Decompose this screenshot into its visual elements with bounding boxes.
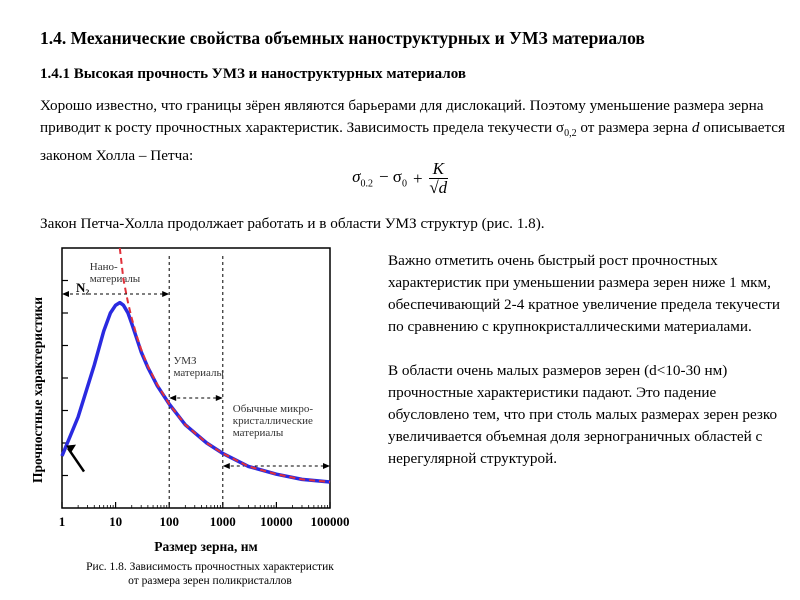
formula-numerator: K [429,160,448,179]
measured-curve [62,303,330,482]
formula-mid: − σ [378,167,402,187]
region-label: Обычные микро- [232,403,314,415]
region-label: материалы [173,367,224,379]
region-arrow-left [223,463,230,469]
law-sentence: Закон Петча-Холла продолжает работать и в области УМЗ структур (рис. 1.8). [40,215,545,232]
page-title: 1.4. Механические свойства объемных наноструктурных и УМЗ материалов [40,28,645,48]
right-column [388,250,788,492]
n2-annotation: N₂ [76,280,90,295]
caption-line-1: Рис. 1.8. Зависимость прочностных характеристик [86,561,334,573]
region-label: УМЗ [173,355,197,367]
grain-size-chart [0,240,380,560]
x-tick-label: 10000 [260,514,293,529]
figure-caption [60,560,360,588]
formula-mid-sub: 0 [401,178,407,190]
formula-lhs: σ [352,167,361,187]
intro-paragraph [40,95,785,167]
region-arrow-left [169,395,176,401]
caption-line-2: от размера зерен поликристаллов [128,575,292,587]
y-axis-label: Прочностные характеристики [30,296,45,484]
x-tick-label: 100000 [310,514,350,529]
sigma-subscript: 0,2 [564,128,577,140]
right-paragraph-1: Важно отметить очень быстрый рост прочностных характеристик при уменьшении размера зерен ниже 1 мкм, обеспечивающий 2-4 кратное увеличение предела текучести по сравнению с крупнокристаллическими материалами. [388,252,781,335]
right-paragraph-2: В области очень малых размеров зерен (d<10-30 нм) прочностные характеристики падают. Это падение обусловлено тем, что при столь малых размерах зерен резко увеличивается объемная доля зернограничных областей с нерегулярной структурой. [388,362,778,467]
region-label: материалы [232,427,284,439]
intro-text-2: от размера зерна [576,119,692,136]
d-symbol: d [691,119,700,136]
region-arrow-right [162,291,169,297]
x-tick-label: 1000 [209,514,236,529]
formula-denominator: √d [429,178,448,197]
x-tick-label: 10 [109,514,123,529]
x-tick-label: 100 [159,514,179,529]
formula-lhs-sub: 0.2 [360,178,373,190]
region-arrow-right [323,463,330,469]
region-label: кристаллические [232,415,313,427]
formula-fraction [429,160,448,197]
region-label: Нано- [89,261,118,273]
region-arrow-right [216,395,223,401]
hall-petch-line [120,248,330,482]
section-subtitle: 1.4.1 Высокая прочность УМЗ и наноструктурных материалов [40,66,466,82]
formula-plus: + [412,168,423,188]
intro-text-3: описывается законом Холла – Петча: [40,119,786,165]
region-arrow-left [62,291,69,297]
x-tick-label: 1 [58,514,66,529]
region-label: материалы [89,273,141,285]
intro-text-1: Хорошо известно, что границы зёрен являются барьерами для дислокаций. Поэтому уменьшение размера зерна приводит к росту прочностных характеристик. Зависимость предела текучести σ [40,97,764,136]
hall-petch-formula [0,160,800,197]
x-axis-label: Размер зерна, нм [154,539,258,554]
